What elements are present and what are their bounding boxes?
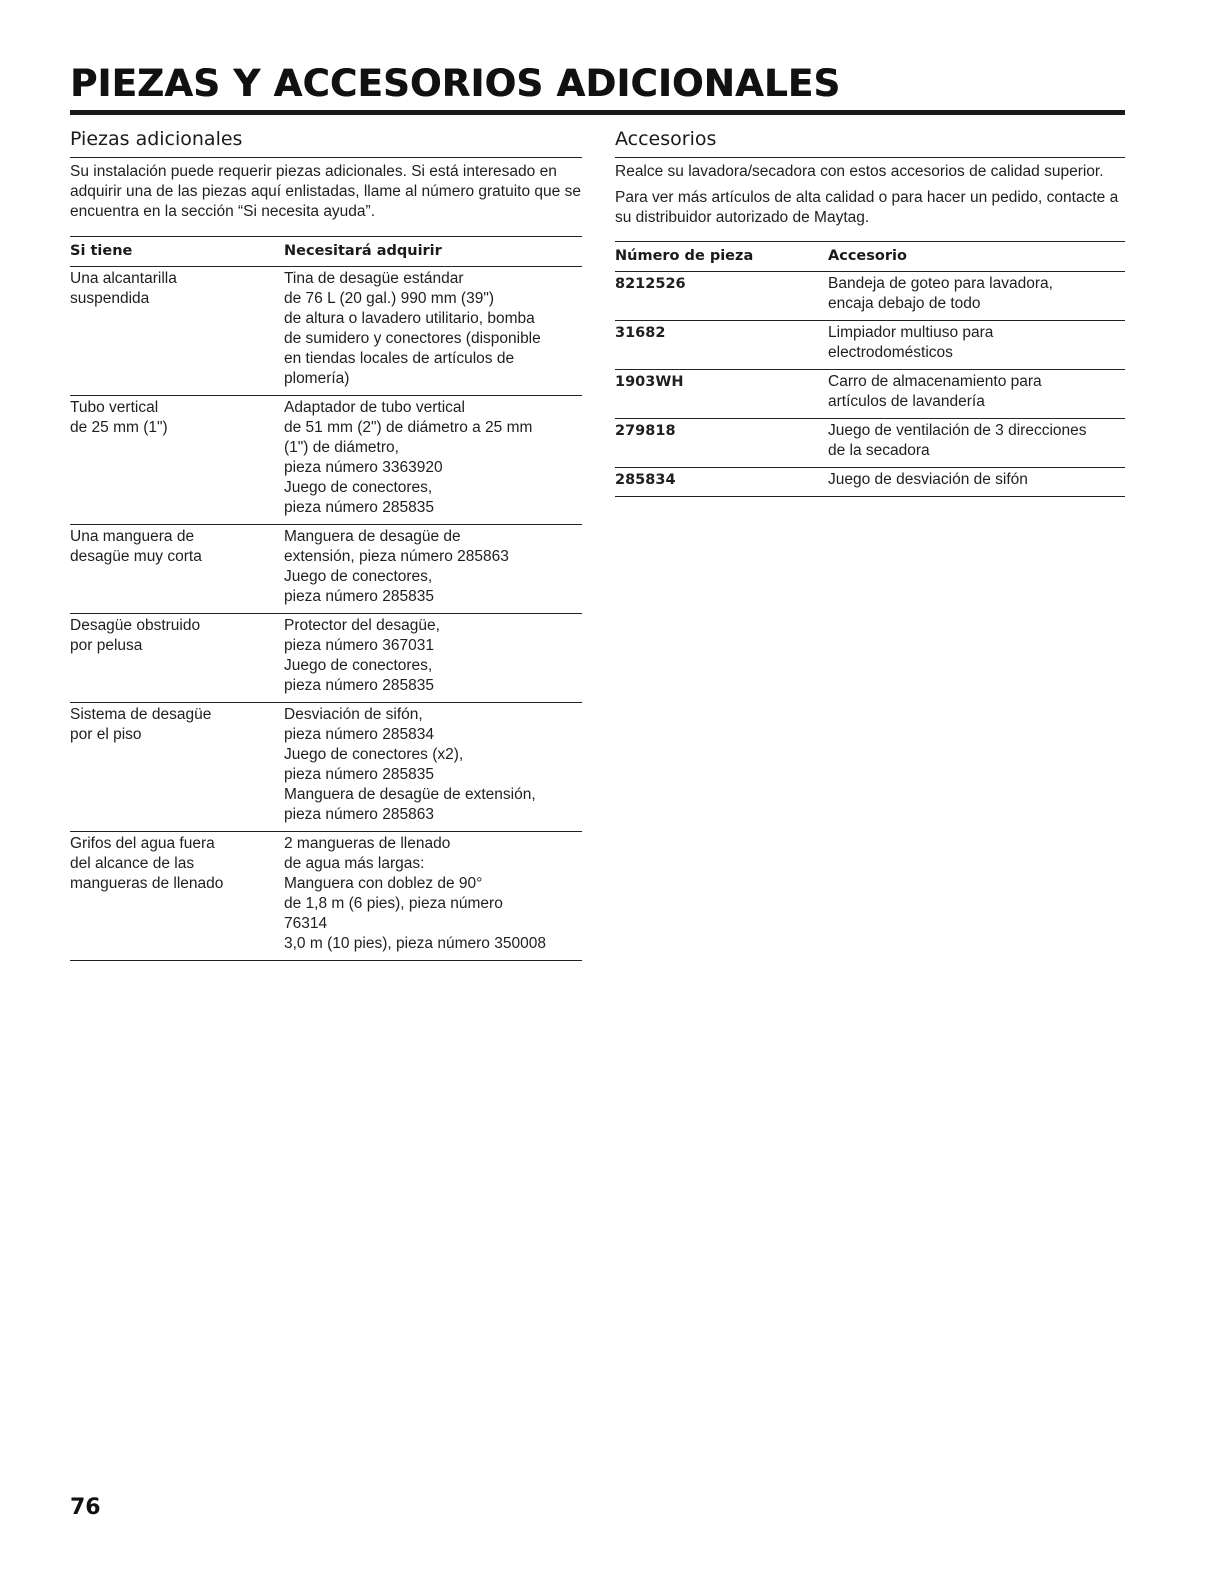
cell-line: pieza número 285835 — [284, 499, 434, 516]
cell-line: Manguera de desagüe de — [284, 528, 461, 545]
cell-line: en tiendas locales de artículos de — [284, 350, 515, 367]
cell-line: suspendida — [70, 290, 150, 307]
cell-line: mangueras de llenado — [70, 875, 224, 892]
cell-line: Una manguera de — [70, 528, 195, 545]
cell-line: del alcance de las — [70, 855, 195, 872]
table-header-row — [70, 237, 582, 267]
required-parts-cell — [284, 614, 582, 703]
table-row — [615, 370, 1125, 419]
column-header-need: Necesitará adquirir — [284, 237, 582, 267]
required-parts-cell — [284, 703, 582, 832]
cell-line: desagüe muy corta — [70, 548, 202, 565]
cell-line: de 76 L (20 gal.) 990 mm (39") — [284, 290, 494, 307]
cell-line: encaja debajo de todo — [828, 295, 981, 312]
cell-line: de sumidero y conectores (disponible — [284, 330, 541, 347]
cell-line: Carro de almacenamiento para — [828, 373, 1042, 390]
cell-line: por pelusa — [70, 637, 143, 654]
table-row — [70, 267, 582, 396]
cell-line: (1") de diámetro, — [284, 439, 399, 456]
cell-line: por el piso — [70, 726, 142, 743]
cell-line: 2 mangueras de llenado — [284, 835, 451, 852]
page-number: 76 — [70, 1495, 101, 1520]
cell-line: Sistema de desagüe — [70, 706, 212, 723]
cell-line: Limpiador multiuso para — [828, 324, 994, 341]
part-number-cell: 31682 — [615, 321, 828, 370]
part-number-cell: 8212526 — [615, 272, 828, 321]
cell-line: Protector del desagüe, — [284, 617, 440, 634]
cell-line: pieza número 285835 — [284, 588, 434, 605]
additional-parts-heading: Piezas adicionales — [70, 128, 582, 158]
part-number-cell: 279818 — [615, 419, 828, 468]
cell-line: extensión, pieza número 285863 — [284, 548, 509, 565]
cell-line: pieza número 367031 — [284, 637, 434, 654]
table-row — [70, 396, 582, 525]
cell-line: Manguera con doblez de 90° — [284, 875, 483, 892]
cell-line: electrodomésticos — [828, 344, 953, 361]
condition-cell — [70, 525, 284, 614]
condition-cell — [70, 832, 284, 961]
required-parts-cell — [284, 396, 582, 525]
condition-cell — [70, 267, 284, 396]
cell-line: pieza número 285835 — [284, 677, 434, 694]
cell-line: Adaptador de tubo vertical — [284, 399, 465, 416]
cell-line: artículos de lavandería — [828, 393, 985, 410]
required-parts-cell — [284, 832, 582, 961]
additional-parts-section — [70, 128, 582, 961]
cell-line: de 1,8 m (6 pies), pieza número — [284, 895, 503, 912]
cell-line: Grifos del agua fuera — [70, 835, 215, 852]
cell-line: pieza número 3363920 — [284, 459, 443, 476]
cell-line: Tina de desagüe estándar — [284, 270, 464, 287]
additional-parts-table — [70, 236, 582, 961]
cell-line: de altura o lavadero utilitario, bomba — [284, 310, 535, 327]
accessories-heading: Accesorios — [615, 128, 1125, 158]
cell-line: de 25 mm (1") — [70, 419, 168, 436]
cell-line: Juego de desviación de sifón — [828, 471, 1028, 488]
table-row — [70, 614, 582, 703]
cell-line: pieza número 285835 — [284, 766, 434, 783]
accessory-cell — [828, 468, 1125, 497]
cell-line: plomería) — [284, 370, 350, 387]
accessory-cell — [828, 272, 1125, 321]
condition-cell — [70, 396, 284, 525]
cell-line: de la secadora — [828, 442, 930, 459]
table-header-row — [615, 242, 1125, 272]
part-number-cell: 285834 — [615, 468, 828, 497]
column-header-have: Si tiene — [70, 237, 284, 267]
cell-line: Desagüe obstruido — [70, 617, 201, 634]
cell-line: 3,0 m (10 pies), pieza número 350008 — [284, 935, 546, 952]
cell-line: de 51 mm (2") de diámetro a 25 mm — [284, 419, 533, 436]
accessory-cell — [828, 370, 1125, 419]
cell-line: de agua más largas: — [284, 855, 425, 872]
cell-line: Una alcantarilla — [70, 270, 177, 287]
table-row — [70, 525, 582, 614]
accessories-section — [615, 128, 1125, 497]
cell-line: Juego de conectores, — [284, 657, 433, 674]
required-parts-cell — [284, 267, 582, 396]
table-row — [70, 703, 582, 832]
table-row — [615, 321, 1125, 370]
column-header-part-number: Número de pieza — [615, 242, 828, 272]
cell-line: Tubo vertical — [70, 399, 159, 416]
table-row — [615, 419, 1125, 468]
cell-line: 76314 — [284, 915, 328, 932]
cell-line: Juego de conectores (x2), — [284, 746, 464, 763]
cell-line: pieza número 285863 — [284, 806, 434, 823]
required-parts-cell — [284, 525, 582, 614]
accessory-cell — [828, 321, 1125, 370]
cell-line: Juego de conectores, — [284, 568, 433, 585]
table-row — [615, 468, 1125, 497]
table-row — [70, 832, 582, 961]
title-rule — [70, 110, 1125, 115]
accessories-table — [615, 241, 1125, 497]
cell-line: Juego de conectores, — [284, 479, 433, 496]
cell-line: Manguera de desagüe de extensión, — [284, 786, 536, 803]
part-number-cell: 1903WH — [615, 370, 828, 419]
column-header-accessory: Accesorio — [828, 242, 1125, 272]
additional-parts-intro: Su instalación puede requerir piezas adicionales. Si está interesado en adquirir una de las piezas aquí enlistadas, llame al número gratuito que se encuentra en la sección “Si necesita ayuda”. — [70, 163, 581, 220]
cell-line: Bandeja de goteo para lavadora, — [828, 275, 1053, 292]
cell-line: Desviación de sifón, — [284, 706, 423, 723]
condition-cell — [70, 703, 284, 832]
accessory-cell — [828, 419, 1125, 468]
page-title: PIEZAS Y ACCESORIOS ADICIONALES — [70, 62, 841, 105]
cell-line: pieza número 285834 — [284, 726, 434, 743]
table-row — [615, 272, 1125, 321]
accessories-intro-order: Para ver más artículos de alta calidad o para hacer un pedido, contacte a su distribuidor autorizado de Maytag. — [615, 189, 1119, 226]
condition-cell — [70, 614, 284, 703]
accessories-intro: Realce su lavadora/secadora con estos accesorios de calidad superior. — [615, 163, 1104, 180]
cell-line: Juego de ventilación de 3 direcciones — [828, 422, 1087, 439]
